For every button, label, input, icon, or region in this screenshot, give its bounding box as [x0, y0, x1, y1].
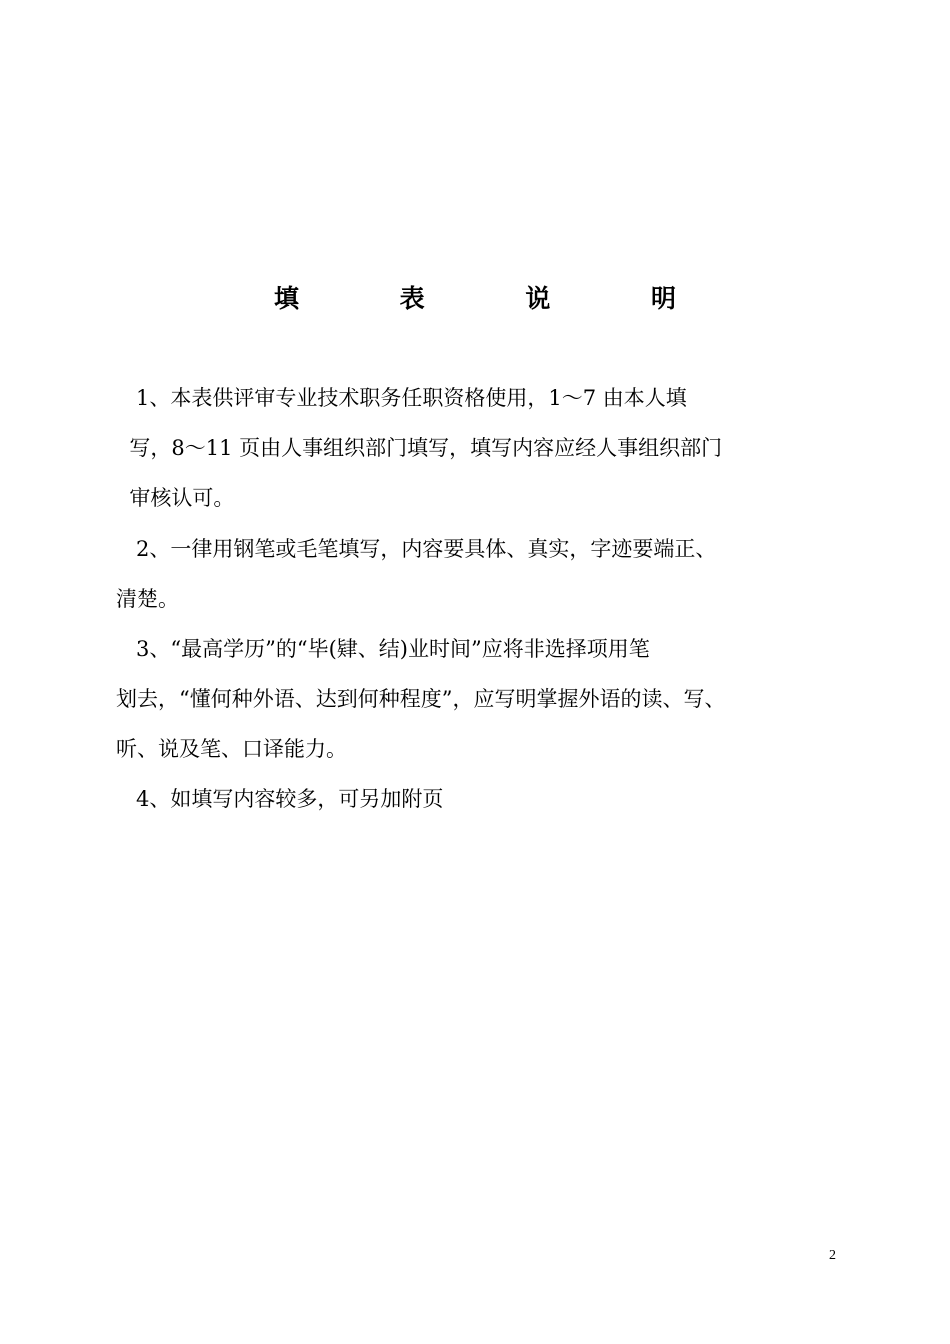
instruction-paragraph-4 — [116, 774, 443, 824]
paragraph-line: 2、一律用钢笔或毛笔填写，内容要具体、真实，字迹要端正、 — [116, 537, 717, 561]
paragraph-line: 写，8～11 页由人事组织部门填写，填写内容应经人事组织部门 — [116, 436, 723, 460]
instruction-paragraph-3 — [116, 624, 725, 774]
instruction-paragraph-2 — [116, 524, 716, 624]
paragraph-line: 1、本表供评审专业技术职务任职资格使用，1～7 由本人填 — [116, 386, 687, 410]
page-title: 填 表 说 明 — [273, 284, 723, 313]
paragraph-line: 听、说及笔、口译能力。 — [116, 737, 347, 761]
paragraph-line: 4、如填写内容较多，可另加附页 — [116, 787, 444, 811]
paragraph-line: 3、“最高学历”的“毕(肄、结)业时间”应将非选择项用笔 — [116, 637, 650, 661]
paragraph-line: 清楚。 — [116, 587, 179, 611]
paragraph-line: 审核认可。 — [116, 486, 235, 510]
paragraph-line: 划去，“懂何种外语、达到何种程度”，应写明掌握外语的读、写、 — [116, 687, 726, 711]
page-number: 2 — [829, 1248, 836, 1263]
instruction-paragraph-1 — [116, 373, 722, 523]
